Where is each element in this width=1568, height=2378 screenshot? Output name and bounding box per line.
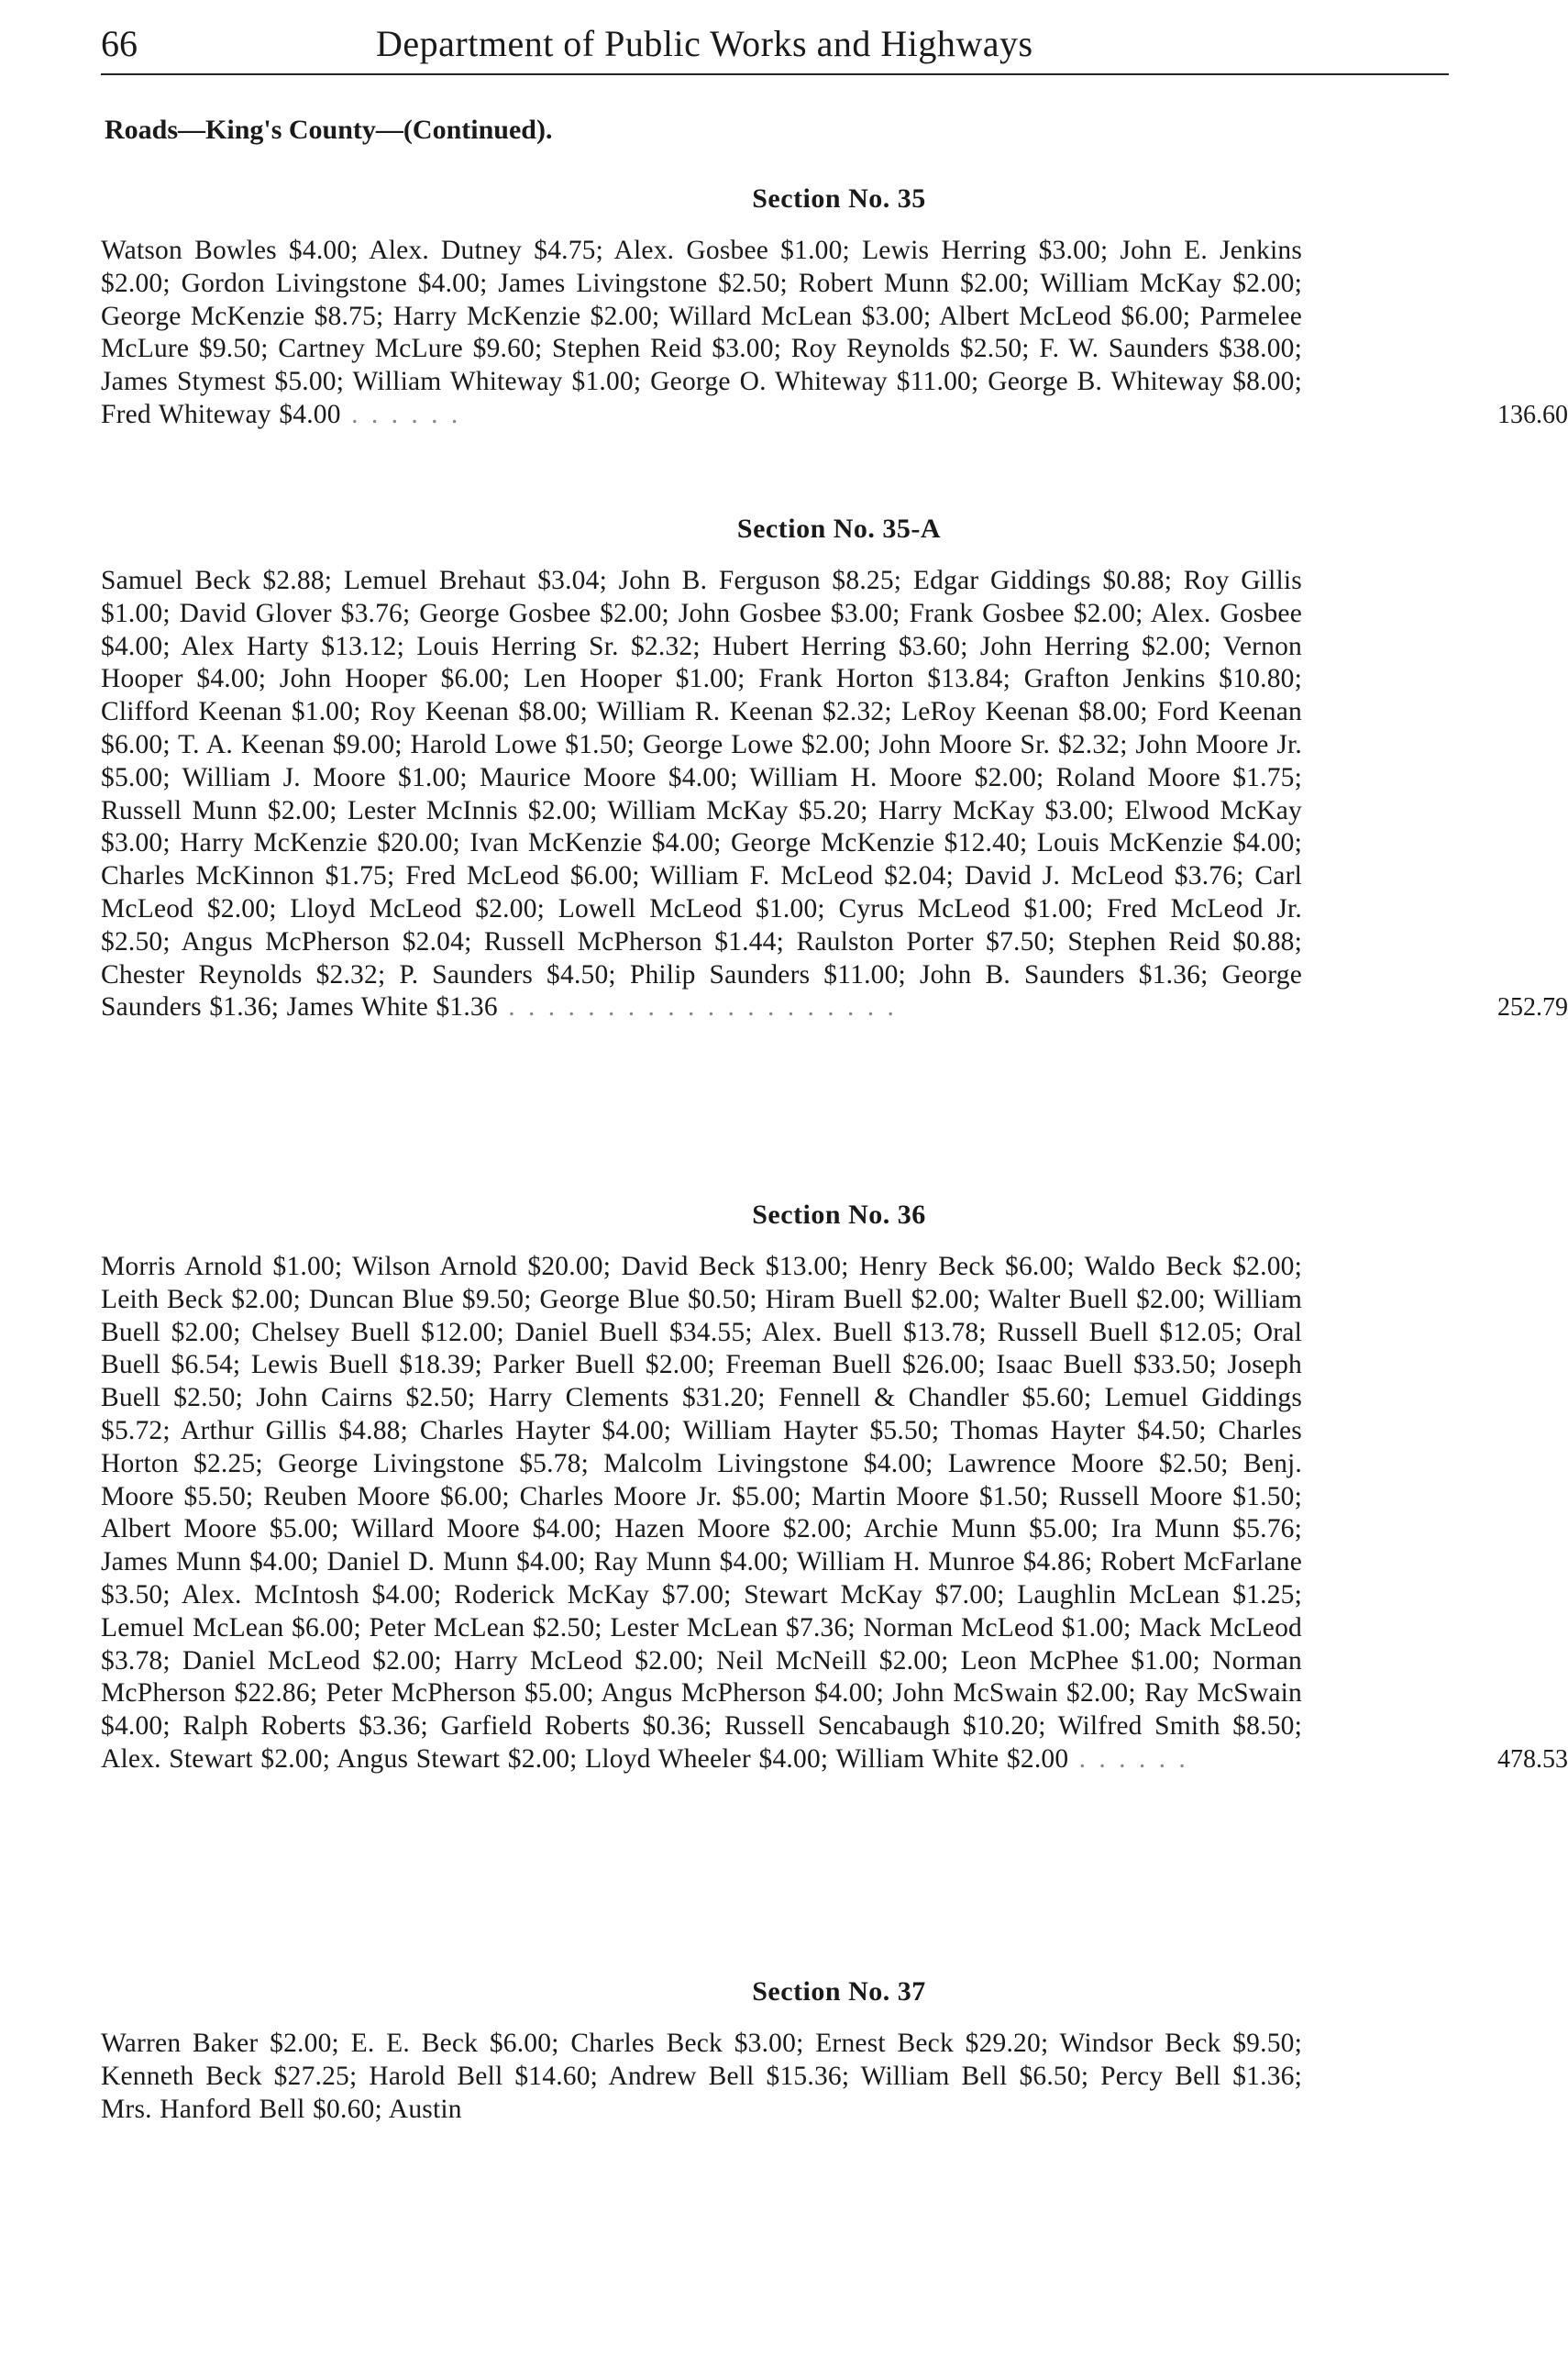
section-entries: Watson Bowles $4.00; Alex. Dutney $4.75; Alex. Gosbee $1.00; Lewis Herring $3.00; John E. Jenkins $2.00; Gordon Livingstone $4.00; James Livingstone $2.50; Robert Munn $2.00; William McKay $2.00; George McKenzie $8.75; Harry McKenzie $2.00; Willard McLean $3.00; Albert McLeod $6.00; Parmelee McLure $9.50; Cartney McLure $9.60; Stephen Reid $3.00; Roy Reynolds $2.50; F. W. Saunders $38.00; James Stymest $5.00; William Whiteway $1.00; George O. Whiteway $11.00; George B. Whiteway $8.00; Fred Whiteway $4.00 (101, 236, 1302, 429)
leader-dots: . . . . . . (1068, 1743, 1188, 1774)
section-body (101, 235, 1568, 432)
section-body (101, 1251, 1568, 1776)
section-heading: Section No. 36 (752, 1200, 926, 1230)
section-35 (101, 183, 1568, 432)
section-heading: Section No. 35-A (736, 514, 942, 544)
section-37 (101, 1976, 1467, 2126)
section-total: 478.53 (1497, 1744, 1568, 1774)
section-35-a (101, 514, 1568, 1024)
section-total: 252.79 (1497, 993, 1568, 1023)
section-text (101, 2028, 1302, 2126)
page-number: 66 (101, 23, 138, 64)
page-header (101, 17, 1449, 75)
section-entries: Warren Baker $2.00; E. E. Beck $6.00; Charles Beck $3.00; Ernest Beck $29.20; Windsor Beck $9.50; Kenneth Beck $27.25; Harold Bell $14.60; Andrew Bell $15.36; William Bell $6.50; Percy Bell $1.36; Mrs. Hanford Bell $0.60; Austin (101, 2029, 1302, 2124)
section-36 (101, 1200, 1568, 1776)
section-heading: Section No. 35 (752, 183, 926, 214)
section-body (101, 2028, 1302, 2126)
section-text (101, 1251, 1302, 1776)
section-entries: Morris Arnold $1.00; Wilson Arnold $20.00; David Beck $13.00; Henry Beck $6.00; Waldo Beck $2.00; Leith Beck $2.00; Duncan Blue $9.50; George Blue $0.50; Hiram Buell $2.00; Walter Buell $2.00; William Buell $2.00; Chelsey Buell $12.00; Daniel Buell $34.55; Alex. Buell $13.78; Russell Buell $12.05; Oral Buell $6.54; Lewis Buell $18.39; Parker Buell $2.00; Freeman Buell $26.00; Isaac Buell $33.50; Joseph Buell $2.50; John Cairns $2.50; Harry Clements $31.20; Fennell & Chandler $5.60; Lemuel Giddings $5.72; Arthur Gillis $4.88; Charles Hayter $4.00; William Hayter $5.50; Thomas Hayter $4.50; Charles Horton $2.25; George Livingstone $5.78; Malcolm Livingstone $4.00; Lawrence Moore $2.50; Benj. Moore $5.50; Reuben Moore $6.00; Charles Moore Jr. $5.00; Martin Moore $1.50; Russell Moore $1.50; Albert Moore $5.00; Willard Moore $4.00; Hazen Moore $2.00; Archie Munn $5.00; Ira Munn $5.76; James Munn $4.00; Daniel D. Munn $4.00; Ray Munn $4.00; William H. Munroe $4.86; Robert McFarlane $3.50; Alex. McIntosh $4.00; Roderick McKay $7.00; Stewart McKay $7.00; Laughlin McLean $1.25; Lemuel McLean $6.00; Peter McLean $2.50; Lester McLean $7.36; Norman McLeod $1.00; Mack McLeod $3.78; Daniel McLeod $2.00; Harry McLeod $2.00; Neil McNeill $2.00; Leon McPhee $1.00; Norman McPherson $22.86; Peter McPherson $5.00; Angus McPherson $4.00; John McSwain $2.00; Ray McSwain $4.00; Ralph Roberts $3.36; Garfield Roberts $0.36; Russell Sencabaugh $10.20; Wilfred Smith $8.50; Alex. Stewart $2.00; Angus Stewart $2.00; Lloyd Wheeler $4.00; William White $2.00 (101, 1252, 1302, 1774)
section-entries: Samuel Beck $2.88; Lemuel Brehaut $3.04; John B. Ferguson $8.25; Edgar Giddings $0.88; Roy Gillis $1.00; David Glover $3.76; George Gosbee $2.00; John Gosbee $3.00; Frank Gosbee $2.00; Alex. Gosbee $4.00; Alex Harty $13.12; Louis Herring Sr. $2.32; Hubert Herring $3.60; John Herring $2.00; Vernon Hooper $4.00; John Hooper $6.00; Len Hooper $1.00; Frank Horton $13.84; Grafton Jenkins $10.80; Clifford Keenan $1.00; Roy Keenan $8.00; William R. Keenan $2.32; LeRoy Keenan $8.00; Ford Keenan $6.00; T. A. Keenan $9.00; Harold Lowe $1.50; George Lowe $2.00; John Moore Sr. $2.32; John Moore Jr. $5.00; William J. Moore $1.00; Maurice Moore $4.00; William H. Moore $2.00; Roland Moore $1.75; Russell Munn $2.00; Lester McInnis $2.00; William McKay $5.20; Harry McKay $3.00; Elwood McKay $3.00; Harry McKenzie $20.00; Ivan McKenzie $4.00; George McKenzie $12.40; Louis McKenzie $4.00; Charles McKinnon $1.75; Fred McLeod $6.00; William F. McLeod $2.04; David J. McLeod $3.76; Carl McLeod $2.00; Lloyd McLeod $2.00; Lowell McLeod $1.00; Cyrus McLeod $1.00; Fred McLeod Jr. $2.50; Angus McPherson $2.04; Russell McPherson $1.44; Raulston Porter $7.50; Stephen Reid $0.88; Chester Reynolds $2.32; P. Saunders $4.50; Philip Saunders $11.00; John B. Saunders $1.36; George Saunders $1.36; James White $1.36 (101, 566, 1302, 1023)
leader-dots: . . . . . . (340, 399, 461, 429)
leader-dots: . . . . . . . . . . . . . . . . . . . . (497, 992, 897, 1023)
running-head-title: Department of Public Works and Highways (376, 23, 1033, 64)
section-text (101, 235, 1302, 432)
continued-heading: Roads—King's County—(Continued). (105, 115, 553, 145)
section-body (101, 565, 1568, 1024)
section-total: 136.60 (1497, 400, 1568, 429)
section-text (101, 565, 1302, 1024)
section-heading: Section No. 37 (752, 1976, 926, 2007)
